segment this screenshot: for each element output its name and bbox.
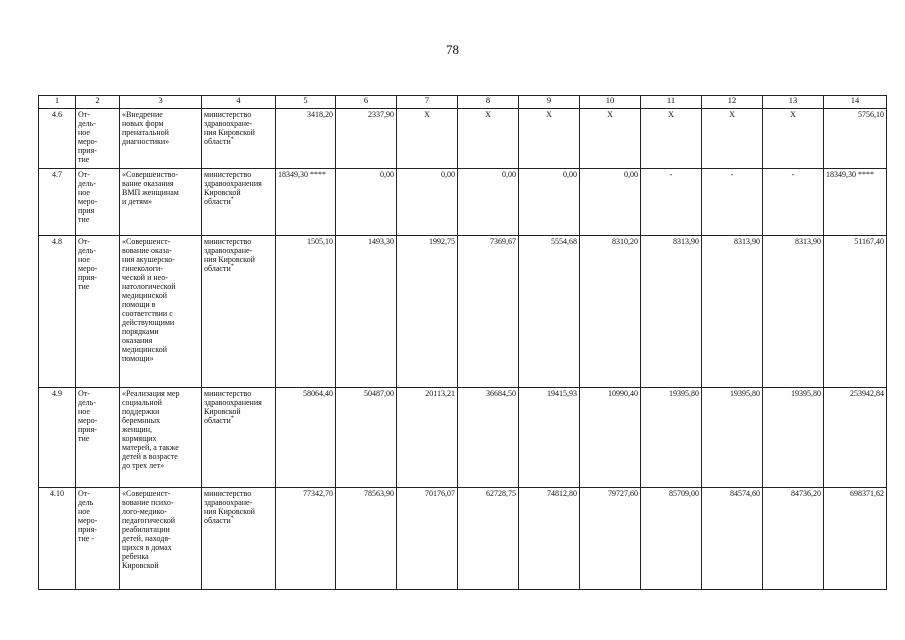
column-header: 8 [458,96,519,109]
footnote-mark: * [230,136,234,143]
value-cell: 18349,30 **** [276,169,336,236]
activity-type: От- дель- ное меро- прия- тие [76,109,120,169]
column-header: 4 [202,96,276,109]
value-cell: 10990,40 [580,388,641,488]
value-cell: 20113,21 [397,388,458,488]
value-cell: - [641,169,702,236]
footnote-mark: * [230,263,234,270]
row-number: 4.8 [39,236,76,388]
activity-name: «Реализация мер социальной поддержки беремнных женщин, кормящих матерей, а также детей в возрасте до трех лет» [120,388,202,488]
column-header: 7 [397,96,458,109]
activity-type: От- дель- ное меро- прия- тие [76,388,120,488]
value-cell: 7369,67 [458,236,519,388]
executor: министерство здравоохранения Кировской области* [202,388,276,488]
executor: министерство здравоохране- ния Кировской области* [202,109,276,169]
value-cell: Х [580,109,641,169]
table-row [39,236,887,388]
activity-type: От- дель- ное меро- прия тие [76,169,120,236]
table-row [39,488,887,590]
activity-type: От- дель- ное меро- прия- тие [76,236,120,388]
value-cell: 0,00 [397,169,458,236]
value-cell: Х [641,109,702,169]
column-header: 1 [39,96,76,109]
value-cell: 0,00 [519,169,580,236]
activity-name: «Совершенст- вование психо- лого-медико- педагогической реабилитации детей, находя- щихся в домах ребенка Кировской [120,488,202,590]
value-cell: 8313,90 [763,236,824,388]
value-cell: 36684,50 [458,388,519,488]
row-number: 4.10 [39,488,76,590]
column-header: 3 [120,96,202,109]
executor: министерство здравоохране- ния Кировской области* [202,488,276,590]
value-cell: Х [397,109,458,169]
value-cell: 79727,60 [580,488,641,590]
value-cell: 58064,40 [276,388,336,488]
column-header: 5 [276,96,336,109]
value-cell: 3418,20 [276,109,336,169]
executor: министерство здравоохранения Кировской области* [202,169,276,236]
value-cell: 19395,80 [641,388,702,488]
value-cell: 1493,30 [336,236,397,388]
table-row [39,388,887,488]
value-cell: 5554,68 [519,236,580,388]
executor: министерство здравоохране- ния Кировской области* [202,236,276,388]
value-cell: 74812,80 [519,488,580,590]
table-body [39,109,887,590]
activity-type: От- дель ное меро- прия- тие - [76,488,120,590]
footnote-mark: * [230,196,234,203]
value-cell: 19395,80 [763,388,824,488]
value-cell: 19395,80 [702,388,763,488]
row-number: 4.7 [39,169,76,236]
value-cell: 18349,30 **** [824,169,887,236]
value-cell: 84574,60 [702,488,763,590]
value-cell: 78563,90 [336,488,397,590]
value-cell: 85709,00 [641,488,702,590]
value-cell: 8313,90 [702,236,763,388]
value-cell: - [763,169,824,236]
value-cell: 2337,90 [336,109,397,169]
value-cell: 19415,93 [519,388,580,488]
value-cell: 0,00 [336,169,397,236]
value-cell: Х [763,109,824,169]
value-cell: 77342,70 [276,488,336,590]
value-cell: Х [702,109,763,169]
value-cell: Х [458,109,519,169]
activity-name: «Внедрение новых форм пренатальной диагностики» [120,109,202,169]
value-cell: 62728,75 [458,488,519,590]
value-cell: 253942,84 [824,388,887,488]
row-number: 4.6 [39,109,76,169]
activity-name: «Совершенство- вание оказания ВМП женщинам и детям» [120,169,202,236]
footnote-mark: * [230,415,234,422]
row-number: 4.9 [39,388,76,488]
column-header: 2 [76,96,120,109]
value-cell: 8310,20 [580,236,641,388]
footnote-mark: * [230,515,234,522]
value-cell: 1992,75 [397,236,458,388]
page-number: 78 [446,42,459,57]
column-header: 9 [519,96,580,109]
budget-table [38,95,887,590]
value-cell: Х [519,109,580,169]
value-cell: 70176,07 [397,488,458,590]
column-header: 13 [763,96,824,109]
column-header: 12 [702,96,763,109]
activity-name: «Совершенст- вование оказа- ния акушерско- гинекологи- ческой и нео- натологической медицинской помощи в соответствии с действующими порядками оказания медицинской помощи» [120,236,202,388]
value-cell: 5756,10 [824,109,887,169]
header-row [39,96,887,109]
column-header: 6 [336,96,397,109]
value-cell: 698371,62 [824,488,887,590]
column-header: 10 [580,96,641,109]
column-header: 14 [824,96,887,109]
value-cell: 8313,90 [641,236,702,388]
value-cell: 51167,40 [824,236,887,388]
value-cell: 0,00 [580,169,641,236]
table-row [39,169,887,236]
table-row [39,109,887,169]
value-cell: - [702,169,763,236]
value-cell: 50487,00 [336,388,397,488]
value-cell: 1505,10 [276,236,336,388]
value-cell: 0,00 [458,169,519,236]
value-cell: 84736,20 [763,488,824,590]
column-header: 11 [641,96,702,109]
